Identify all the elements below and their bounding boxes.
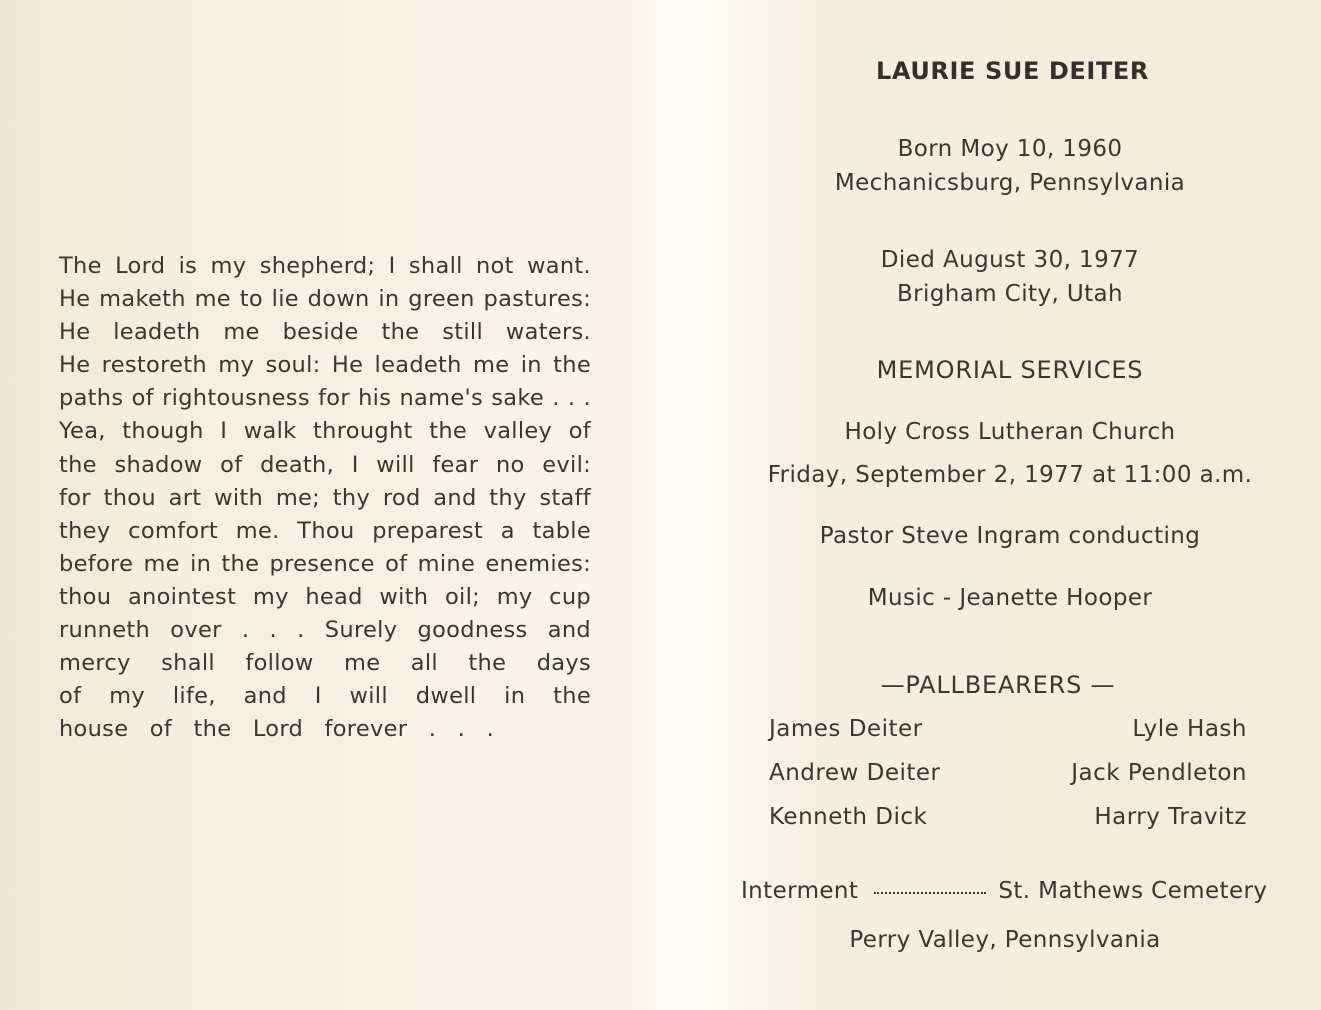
- psalm-line: they comfort me. Thou preparest a table: [59, 517, 591, 544]
- psalm-line: paths of rightousness for his name's sake . . .: [59, 385, 591, 412]
- pallbearer-name: James Deiter: [769, 716, 923, 742]
- died-place: Brigham City, Utah: [896, 281, 1124, 307]
- died-date: Died August 30, 1977: [880, 247, 1140, 273]
- pallbearer-name: Harry Travitz: [1094, 804, 1247, 830]
- church-name: Holy Cross Lutheran Church: [844, 419, 1176, 445]
- psalm-line: for thou art with me; thy rod and thy staff: [59, 484, 591, 511]
- psalm-line: mercy shall follow me all the days: [59, 650, 591, 677]
- psalm-line: He restoreth my soul: He leadeth me in the: [59, 352, 591, 379]
- psalm-line: before me in the presence of mine enemies:: [59, 550, 591, 577]
- psalm-line: thou anointest my head with oil; my cup: [59, 583, 591, 610]
- psalm-line: He maketh me to lie down in green pastures:: [59, 286, 591, 313]
- psalm-line: the shadow of death, I will fear no evil:: [59, 451, 591, 478]
- psalm-line: Yea, though I walk throught the valley of: [59, 418, 591, 445]
- born-date: Born Moy 10, 1960: [897, 136, 1123, 162]
- cemetery-name: St. Mathews Cemetery: [998, 878, 1268, 904]
- psalm-line: house of the Lord forever . . .: [59, 716, 495, 743]
- interment-label: Interment: [741, 878, 859, 904]
- music-line: Music - Jeanette Hooper: [867, 585, 1153, 611]
- deceased-name: LAURIE SUE DEITER: [876, 57, 1149, 85]
- interment-line: [741, 878, 1276, 904]
- pallbearer-name: Jack Pendleton: [1071, 760, 1247, 786]
- pallbearer-name: Lyle Hash: [1132, 716, 1247, 742]
- born-place: Mechanicsburg, Pennsylvania: [834, 170, 1186, 196]
- psalm-line: runneth over . . . Surely goodness and: [59, 617, 591, 644]
- services-heading: MEMORIAL SERVICES: [876, 356, 1144, 384]
- service-details: [735, 0, 1285, 1010]
- interment-location: Perry Valley, Pennsylvania: [849, 927, 1161, 953]
- pallbearers-heading: —PALLBEARERS —: [880, 671, 1116, 699]
- pallbearer-name: Andrew Deiter: [769, 760, 941, 786]
- pastor-line: Pastor Steve Ingram conducting: [819, 523, 1201, 549]
- psalm-23-text: [59, 250, 591, 746]
- psalm-line: He leadeth me beside the still waters.: [59, 319, 591, 346]
- service-datetime: Friday, September 2, 1977 at 11:00 a.m.: [767, 462, 1253, 488]
- pallbearer-name: Kenneth Dick: [769, 804, 928, 830]
- dotted-leader: [874, 892, 986, 894]
- psalm-line: of my life, and I will dwell in the: [59, 683, 591, 710]
- psalm-line: The Lord is my shepherd; I shall not want.: [59, 253, 591, 279]
